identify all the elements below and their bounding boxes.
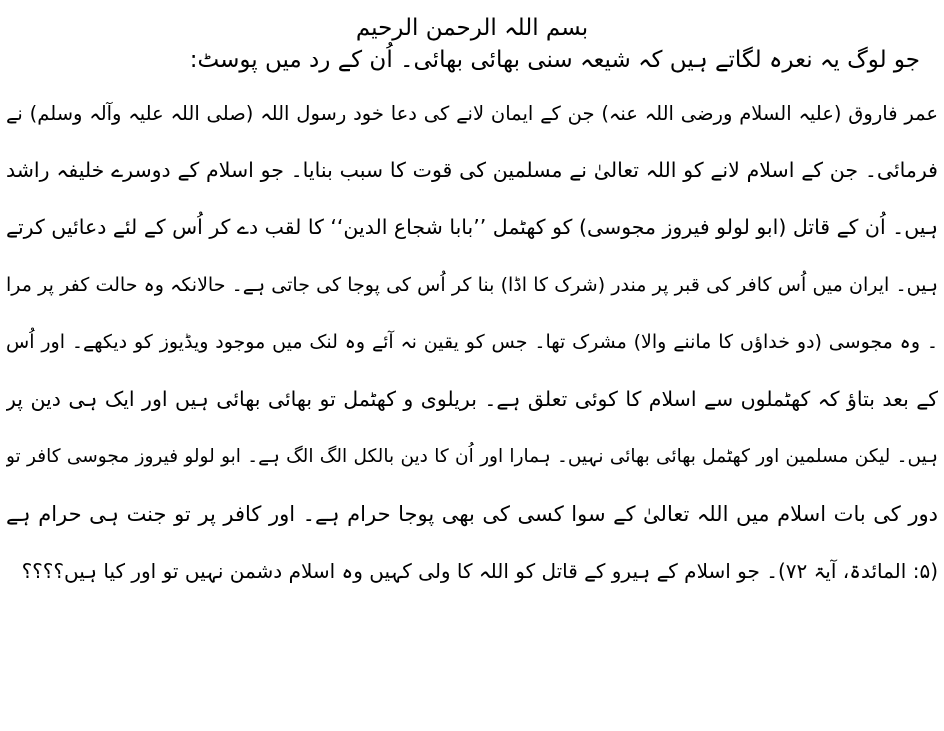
text-line-8: دور کی بات اسلام میں اللہ تعالیٰ کے سوا کسی کی بھی پوجا حرام ہے۔ اور کافر پر تو جنت ہی حرام ہے [6, 502, 938, 526]
text-line-4: ہیں۔ ایران میں اُس کافر کی قبر پر مندر (شرک کا اڈا) بنا کر اُس کی پوجا کی جاتی ہے۔ حالانکہ وہ حالت کفر پر مرا [6, 274, 938, 296]
text-line-1: عمر فاروق (علیہ السلام ورضی اللہ عنہ) جن کے ایمان لانے کی دعا خود رسول اللہ (صلی اللہ علیہ وآلہ وسلم) نے [6, 102, 938, 125]
text-line-3: ہیں۔ اُن کے قاتل (ابو لولو فیروز مجوسی) کو کھٹمل ’’بابا شجاع الدین‘‘ کا لقب دے کر اُس کے لئے دعائیں کرتے [6, 215, 938, 239]
text-line-6: کے بعد بتاؤ کہ کھٹملوں سے اسلام کا کوئی تعلق ہے۔ بریلوی و کھٹمل تو بھائی بھائی ہیں اور ایک ہی دین پر [6, 387, 938, 411]
text-line-5: ۔ وہ مجوسی (دو خداؤں کا ماننے والا) مشرک تھا۔ جس کو یقین نہ آئے وہ لنک میں موجود ویڈیوز کو دیکھے۔ اور اُس [6, 331, 938, 353]
text-line-2: فرمائی۔ جن کے اسلام لانے کو اللہ تعالیٰ نے مسلمین کی قوت کا سبب بنایا۔ جو اسلام کے دوسرے خلیفہ راشد [6, 158, 938, 182]
bismillah-heading: بسم اللہ الرحمن الرحیم [355, 15, 589, 41]
text-line-7: ہیں۔ لیکن مسلمین اور کھٹمل بھائی بھائی نہیں۔ ہمارا اور اُن کا دین بالکل الگ الگ ہے۔ ابو لولو فیروز مجوسی کافر تو [6, 446, 938, 467]
text-line-9: (۵: المائدۃ، آیۃ ۷۲)۔ جو اسلام کے ہیرو کے قاتل کو اللہ کا ولی کہیں وہ اسلام دشمن نہیں تو اور کیا ہیں؟؟؟؟ [21, 559, 938, 583]
intro-line: جو لوگ یہ نعرہ لگاتے ہیں کہ شیعہ سنی بھائی بھائی۔ اُن کے رد میں پوسٹ: [189, 47, 920, 73]
